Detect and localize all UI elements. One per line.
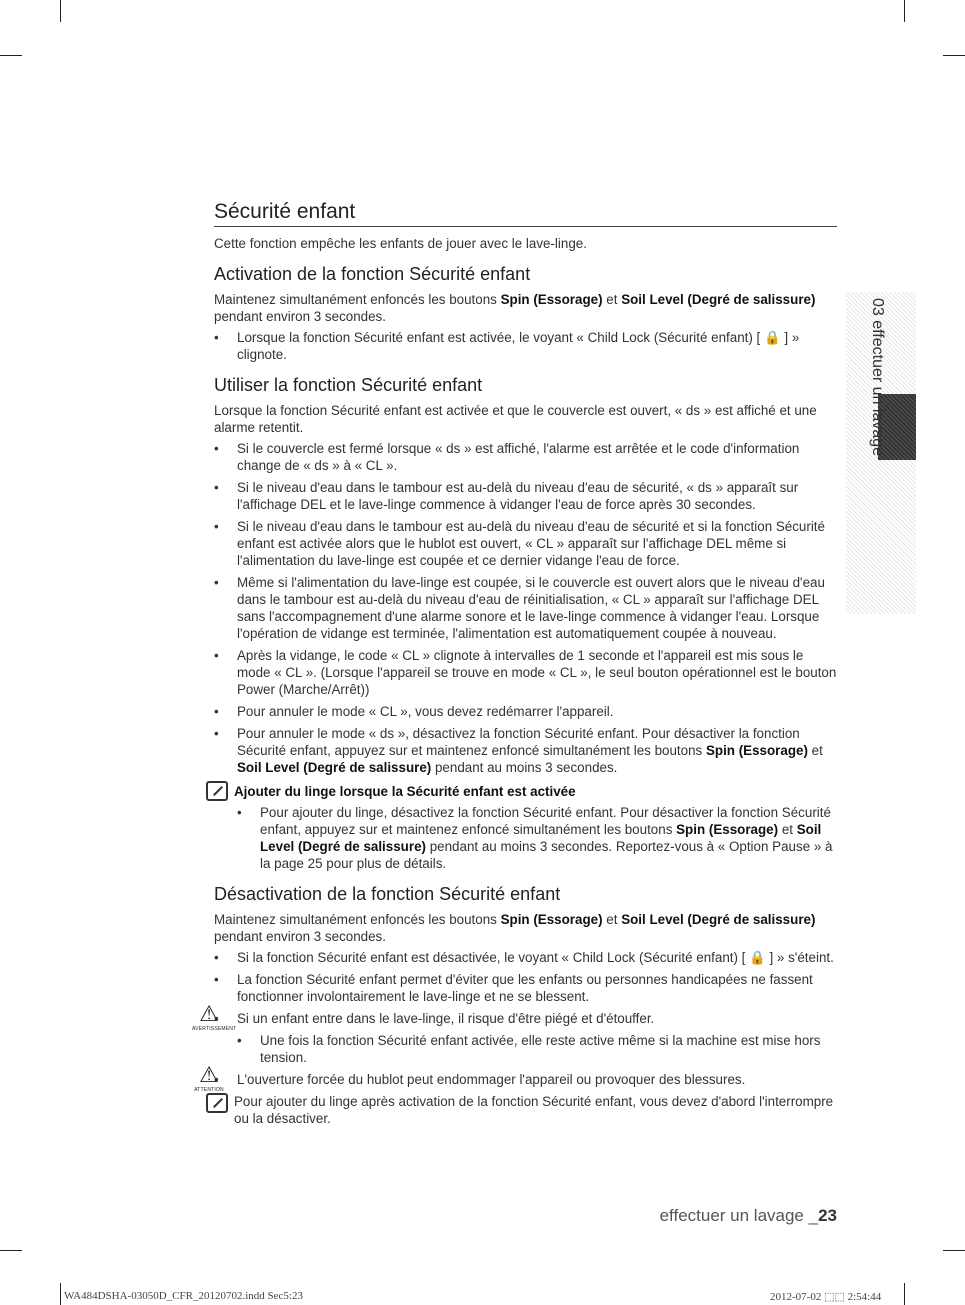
note-icon — [206, 1093, 228, 1113]
note-icon — [206, 781, 228, 801]
usage-heading: Utiliser la fonction Sécurité enfant — [214, 375, 483, 395]
activation-text-a: Maintenez simultanément enfoncés les boutons — [214, 292, 497, 307]
activation-heading: Activation de la fonction Sécurité enfant — [214, 264, 531, 284]
crop-mark — [943, 55, 965, 56]
crop-mark — [904, 0, 905, 22]
warning-block — [192, 1001, 837, 1032]
spin-button-ref: Spin (Essorage) — [500, 912, 603, 927]
activation-text-b: pendant environ 3 secondes. — [214, 309, 386, 324]
print-slug-right: 2012-07-02 ⬚⬚ 2:54:44 — [770, 1291, 882, 1303]
note-text: Pour ajouter du linge, désactivez la fonction Sécurité enfant. Pour désactiver la fonction Sécurité enfant, appuyez sur et maintenez enfoncé simultanément les boutons — [260, 805, 831, 837]
list-item: • Après la vidange, le code « CL » clignote à intervalles de 1 seconde et l'appareil est mis sous le mode « CL ». (Lorsque l'appareil se trouve en mode « CL », le seul bouton opérationnel est le bouton Power (Marche/Arrêt)) — [214, 647, 837, 698]
page-number: 23 — [818, 1206, 837, 1225]
list-item-text: pendant au moins 3 secondes. — [434, 760, 618, 775]
print-slug-left: WA484DSHA-03050D_CFR_20120702.indd Sec5:23 — [64, 1290, 303, 1302]
spin-button-ref: Spin (Essorage) — [500, 292, 603, 307]
list-item: • Si le niveau d'eau dans le tambour est au-delà du niveau d'eau de sécurité, « ds » apparaît sur l'affichage DEL et le lave-linge commence à vidanger l'eau de force après 30 secondes. — [214, 479, 837, 513]
final-note — [214, 1093, 837, 1127]
and-text: et — [606, 292, 618, 307]
deactivation-text-b: pendant environ 3 secondes. — [214, 929, 386, 944]
list-item: • Une fois la fonction Sécurité enfant activée, elle reste active même si la machine est mise hors tension. — [237, 1032, 837, 1066]
intro-text: Cette fonction empêche les enfants de jouer avec le lave-linge. — [214, 236, 587, 251]
warning-label: AVERTISSEMENT — [192, 1026, 237, 1032]
page-title: Sécurité enfant — [214, 200, 837, 227]
list-item: • La fonction Sécurité enfant permet d'éviter que les enfants ou personnes handicapées ne fassent fonctionner involontairement le lave-linge et ne se blessent. — [214, 971, 837, 1005]
and-text: et — [606, 912, 618, 927]
caution-label: ATTENTION — [194, 1087, 224, 1093]
caution-list — [214, 1071, 837, 1088]
note-list — [237, 804, 837, 872]
usage-intro: Lorsque la fonction Sécurité enfant est activée et que le couvercle est ouvert, « ds » est affiché et une alarme retentit. — [214, 403, 817, 435]
list-item: • Si le couvercle est fermé lorsque « ds » est affiché, l'alarme est arrêtée et le code d'information change de « ds » à « CL ». — [214, 440, 837, 474]
soil-level-button-ref: Soil Level (Degré de salissure) — [237, 760, 432, 775]
list-item — [237, 804, 837, 872]
spin-button-ref: Spin (Essorage) — [676, 822, 779, 837]
crop-mark — [0, 1250, 22, 1251]
footer-text: effectuer un lavage _ — [659, 1206, 819, 1225]
deactivation-heading: Désactivation de la fonction Sécurité enfant — [214, 884, 561, 904]
list-item: • L'ouverture forcée du hublot peut endommager l'appareil ou provoquer des blessures. — [214, 1071, 837, 1088]
and-text: et — [811, 743, 823, 758]
list-item: • Si le niveau d'eau dans le tambour est au-delà du niveau d'eau de sécurité et si la fonction Sécurité enfant est activée alors que le hublot est ouvert, « CL » apparaît sur l'affichage DEL même si l'alimentation du lave-linge est coupée et ce dernier vidange l'eau de force. — [214, 518, 837, 569]
deactivation-text — [214, 911, 837, 945]
page-footer — [660, 1206, 837, 1226]
crop-mark — [943, 1250, 965, 1251]
chapter-tab-label: 03 effectuer un lavage — [869, 298, 886, 457]
list-item-text: Pour annuler le mode « ds », désactivez la fonction Sécurité enfant. Pour désactiver la fonction Sécurité enfant, appuyez sur et maintenez enfoncé simultanément les boutons — [237, 726, 800, 758]
note-text: pendant au moins 3 secondes. Reportez-vous à « Option Pause » à la page 25 pour plus de détails. — [260, 839, 833, 871]
list-item: • Si la fonction Sécurité enfant est désactivée, le voyant « Child Lock (Sécurité enfant) [ 🔒 ] » s'éteint. — [214, 949, 837, 966]
chapter-tab — [846, 292, 916, 614]
caution-block — [194, 1062, 837, 1093]
soil-level-button-ref: Soil Level (Degré de salissure) — [621, 292, 816, 307]
note-heading — [214, 781, 837, 801]
deactivation-list — [214, 949, 837, 1005]
page-content — [192, 200, 837, 1127]
crop-mark — [60, 1283, 61, 1305]
warning-triangle-icon: ⚠ — [199, 1001, 219, 1026]
usage-list — [214, 440, 837, 776]
soil-level-button-ref: Soil Level (Degré de salissure) — [260, 822, 822, 854]
activation-text — [214, 291, 837, 325]
deactivation-text-a: Maintenez simultanément enfoncés les boutons — [214, 912, 497, 927]
crop-mark — [0, 55, 22, 56]
warning-sub-list — [237, 1032, 837, 1066]
crop-mark — [60, 0, 61, 22]
spin-button-ref: Spin (Essorage) — [705, 743, 808, 758]
list-item — [214, 725, 837, 776]
warning-list — [214, 1010, 837, 1027]
list-item: • Même si l'alimentation du lave-linge est coupée, si le couvercle est ouvert alors que le niveau d'eau dans le tambour est au-delà du niveau d'eau de réinitialisation, « CL » apparaît sur l'affichage DEL sans l'accompagnement d'une alarme sonore et le lave-linge commence à vidanger l'eau. Lorsque l'opération de vidange est terminée, l'alimentation est automatiquement coupée à nouveau. — [214, 574, 837, 642]
soil-level-button-ref: Soil Level (Degré de salissure) — [621, 912, 816, 927]
crop-mark — [904, 1283, 905, 1305]
caution-triangle-icon: ⚠ — [199, 1062, 219, 1087]
activation-list — [214, 329, 837, 363]
and-text: et — [781, 822, 793, 837]
list-item: • Pour annuler le mode « CL », vous devez redémarrer l'appareil. — [214, 703, 837, 720]
list-item: • Si un enfant entre dans le lave-linge, il risque d'être piégé et d'étouffer. — [214, 1010, 837, 1027]
list-item: • Lorsque la fonction Sécurité enfant est activée, le voyant « Child Lock (Sécurité enfant) [ 🔒 ] » clignote. — [214, 329, 837, 363]
final-note-text: Pour ajouter du linge après activation de la fonction Sécurité enfant, vous devez d'abord l'interrompre ou la désactiver. — [234, 1094, 834, 1126]
note-title: Ajouter du linge lorsque la Sécurité enfant est activée — [234, 783, 576, 799]
